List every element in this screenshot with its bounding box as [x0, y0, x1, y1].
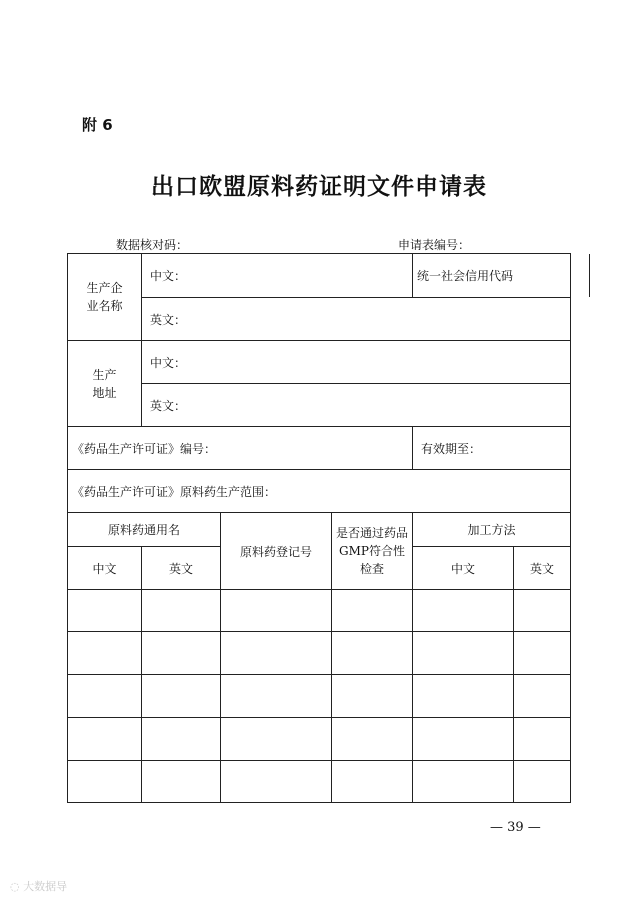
- watermark: ◌ 大数据导: [10, 880, 68, 893]
- api-name-cn-header: 中文: [68, 547, 142, 590]
- enterprise-name-en-field[interactable]: 英文：: [142, 298, 571, 341]
- enterprise-name-label: 生产企业名称: [68, 254, 142, 341]
- table-cell[interactable]: [413, 761, 514, 803]
- table-cell[interactable]: [332, 675, 413, 718]
- api-name-en-header: 英文: [142, 547, 221, 590]
- form-title: 出口欧盟原料药证明文件申请表: [151, 173, 487, 200]
- table-cell[interactable]: [68, 590, 142, 632]
- table-cell[interactable]: [142, 632, 221, 675]
- application-form-table: [67, 253, 571, 803]
- table-row: [68, 675, 571, 718]
- table-cell[interactable]: [221, 718, 332, 761]
- table-cell[interactable]: [332, 632, 413, 675]
- credit-code-label: 统一社会信用代码: [413, 254, 590, 297]
- processing-en-header: 英文: [514, 547, 571, 590]
- license-scope-field[interactable]: 《药品生产许可证》原料药生产范围：: [68, 470, 571, 513]
- table-cell[interactable]: [68, 761, 142, 803]
- api-reg-no-header: 原料药登记号: [221, 513, 332, 590]
- data-code-label: 数据核对码：: [116, 238, 189, 252]
- table-cell[interactable]: [413, 718, 514, 761]
- table-cell[interactable]: [221, 761, 332, 803]
- table-cell[interactable]: [514, 632, 571, 675]
- page-number: — 39 —: [490, 820, 541, 835]
- address-en-field[interactable]: 英文：: [142, 384, 571, 427]
- table-cell[interactable]: [332, 718, 413, 761]
- table-cell[interactable]: [413, 590, 514, 632]
- attachment-label: 附 6: [82, 116, 113, 134]
- table-cell[interactable]: [514, 675, 571, 718]
- table-cell[interactable]: [514, 761, 571, 803]
- table-cell[interactable]: [221, 675, 332, 718]
- table-row: [68, 761, 571, 803]
- enterprise-name-cn-field[interactable]: 中文：: [142, 254, 413, 298]
- table-cell[interactable]: [68, 718, 142, 761]
- table-cell[interactable]: [332, 590, 413, 632]
- table-cell[interactable]: [142, 718, 221, 761]
- table-row: [68, 718, 571, 761]
- gmp-check-header: 是否通过药品GMP符合性检查: [332, 513, 413, 590]
- address-label: 生产地址: [68, 341, 142, 427]
- table-cell[interactable]: [68, 632, 142, 675]
- table-cell[interactable]: [221, 590, 332, 632]
- watermark-logo-icon: ◌: [10, 880, 24, 893]
- table-cell[interactable]: [332, 761, 413, 803]
- table-cell[interactable]: [514, 718, 571, 761]
- processing-cn-header: 中文: [413, 547, 514, 590]
- table-cell[interactable]: [142, 675, 221, 718]
- table-cell[interactable]: [413, 632, 514, 675]
- address-cn-field[interactable]: 中文：: [142, 341, 571, 384]
- table-cell[interactable]: [142, 761, 221, 803]
- table-cell[interactable]: [142, 590, 221, 632]
- valid-until-field[interactable]: 有效期至：: [413, 427, 571, 470]
- table-row: [68, 590, 571, 632]
- table-cell[interactable]: [514, 590, 571, 632]
- table-cell[interactable]: [68, 675, 142, 718]
- processing-header: 加工方法: [413, 513, 571, 547]
- table-cell[interactable]: [413, 675, 514, 718]
- application-no-label: 申请表编号：: [398, 238, 471, 252]
- credit-code-cell: [413, 254, 571, 298]
- table-row: [68, 632, 571, 675]
- license-no-field[interactable]: 《药品生产许可证》编号：: [68, 427, 413, 470]
- api-name-header: 原料药通用名: [68, 513, 221, 547]
- table-cell[interactable]: [221, 632, 332, 675]
